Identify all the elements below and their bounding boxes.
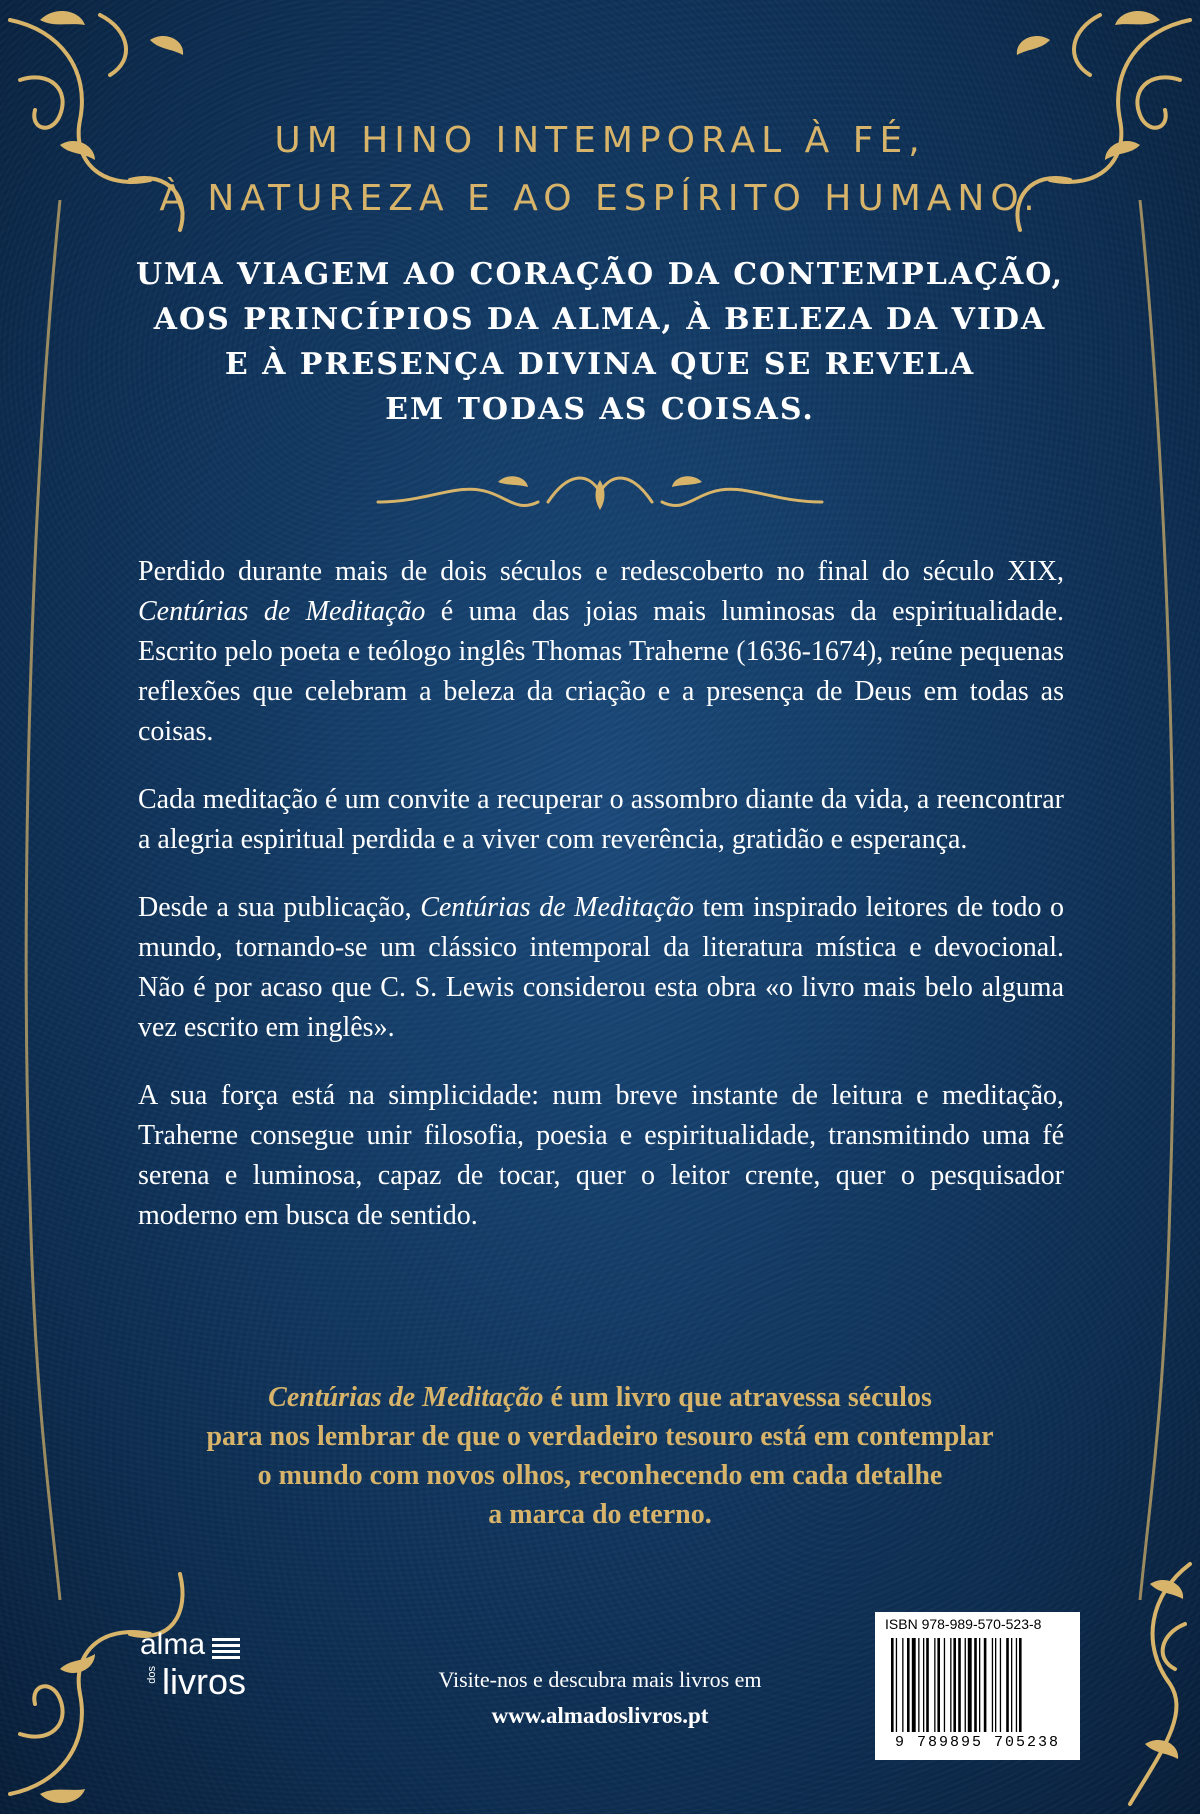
isbn-barcode: [875, 1612, 1080, 1760]
paragraph-1-text-a: Perdido durante mais de dois séculos e redescoberto no final do século XIX,: [138, 556, 1064, 587]
flourish-divider: [368, 462, 832, 522]
logo-word-top: alma: [140, 1628, 206, 1661]
closing-book-title: Centúrias de Meditação: [268, 1382, 544, 1413]
publisher-url[interactable]: www.almadoslivros.pt: [491, 1703, 709, 1728]
barcode-icon: [889, 1638, 1066, 1734]
closing-line-1-rest: é um livro que atravessa séculos: [543, 1382, 932, 1413]
closing-line-3: o mundo com novos olhos, reconhecendo em cada detalhe: [257, 1460, 943, 1491]
logo-word-bottom: livros: [162, 1661, 247, 1702]
tagline-line-1: UM HINO INTEMPORAL À FÉ,: [274, 120, 926, 161]
paragraph-3-text-a: Desde a sua publicação,: [138, 892, 421, 923]
subtitle-line-2: AOS PRINCÍPIOS DA ALMA, À BELEZA DA VIDA: [153, 302, 1047, 337]
tagline: [0, 112, 1200, 228]
paragraph-4: A sua força está na simplicidade: num breve instante de leitura e meditação, Traherne consegue unir filosofia, poesia e espiritualidade, transmitindo uma fé serena e luminosa, capaz de tocar, quer o leitor crente, quer o pesquisador moderno em busca de sentido.: [138, 1080, 1064, 1231]
description-body: [138, 552, 1064, 1264]
paragraph-3: [138, 888, 1064, 1048]
barcode-number: 9 789895 705238: [894, 1734, 1061, 1751]
book-title-italic: Centúrias de Meditação: [138, 596, 426, 627]
paragraph-1: [138, 552, 1064, 752]
isbn-label: ISBN 978-989-570-523-8: [885, 1616, 1042, 1632]
paragraph-1-text-b: é uma das joias mais luminosas da espiritualidade. Escrito pelo poeta e teólogo inglês Thomas Traherne (1636-1674), reúne pequenas reflexões que celebram a beleza da criação e a presença de Deus em todas as coisas.: [138, 596, 1064, 747]
publisher-visit: [330, 1662, 870, 1734]
closing-statement: [0, 1378, 1200, 1534]
book-title-italic: Centúrias de Meditação: [420, 892, 694, 923]
closing-line-1: [0, 1378, 1200, 1417]
publisher-logo: [140, 1630, 260, 1710]
closing-line-4: a marca do eterno.: [488, 1499, 712, 1530]
closing-line-2: para nos lembrar de que o verdadeiro tesouro está em contemplar: [206, 1421, 994, 1452]
subtitle-line-3: E À PRESENÇA DIVINA QUE SE REVELA: [224, 347, 976, 382]
logo-book-icon: [212, 1638, 240, 1662]
paragraph-3-text-b: tem inspirado leitores de todo o mundo, tornando-se um clássico intemporal da literatura mística e devocional. Não é por acaso que C. S. Lewis considerou esta obra «o livro mais belo alguma vez escrito em inglês».: [138, 892, 1064, 1043]
logo-word-small: dos: [146, 1666, 158, 1684]
paragraph-2: Cada meditação é um convite a recuperar o assombro diante da vida, a reencontrar a alegria espiritual perdida e a viver com reverência, gratidão e esperança.: [138, 784, 1064, 855]
visit-text: Visite-nos e descubra mais livros em: [438, 1667, 762, 1692]
subtitle: [0, 252, 1200, 432]
subtitle-line-1: UMA VIAGEM AO CORAÇÃO DA CONTEMPLAÇÃO,: [135, 257, 1065, 292]
tagline-line-2: À NATUREZA E AO ESPÍRITO HUMANO.: [159, 178, 1041, 219]
subtitle-line-4: EM TODAS AS COISAS.: [385, 392, 815, 427]
